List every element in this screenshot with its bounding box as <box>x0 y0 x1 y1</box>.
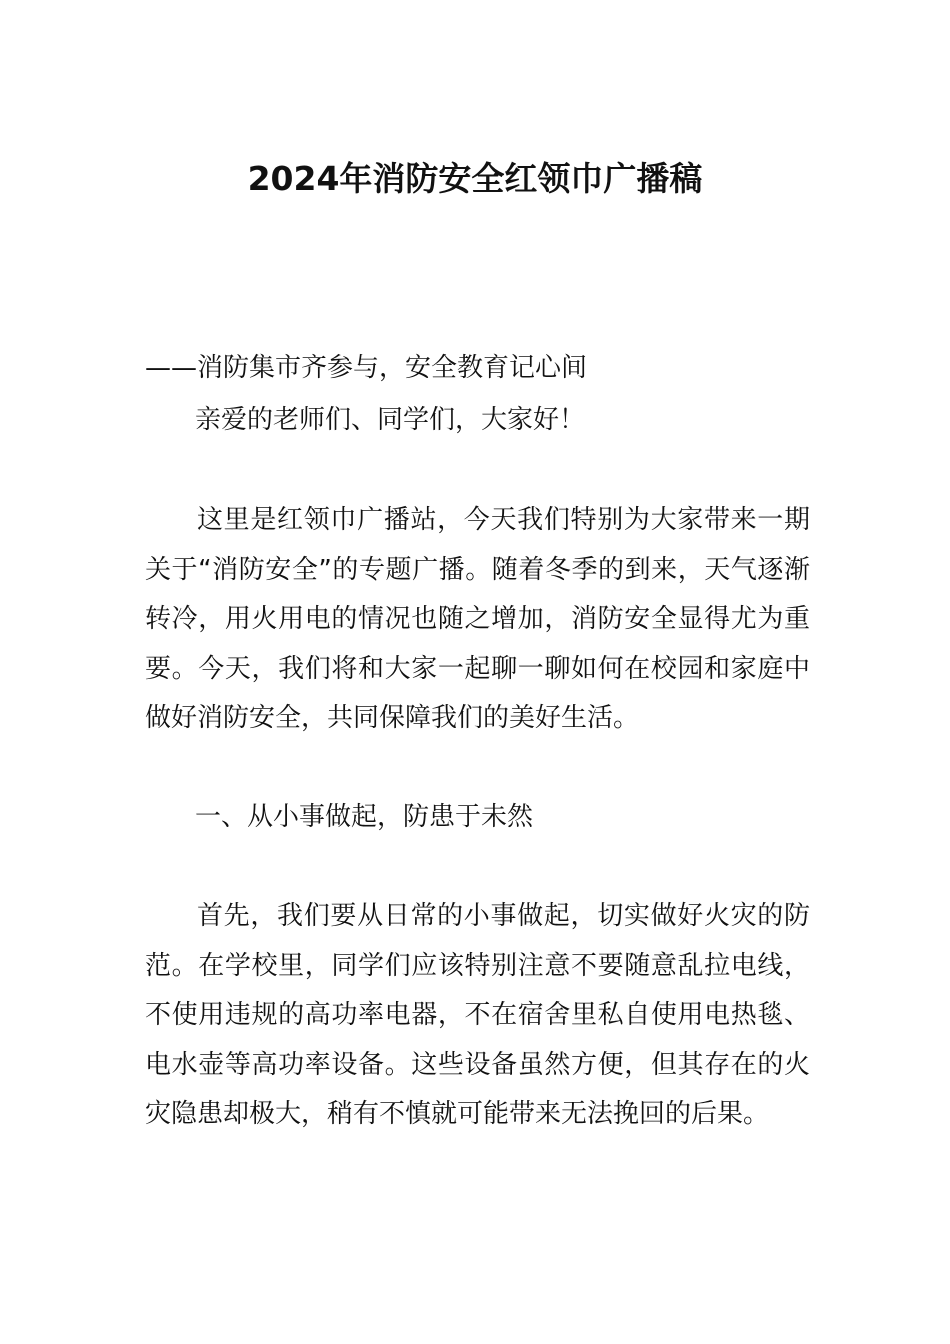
document-title: 2024年消防安全红领巾广播稿 <box>247 159 703 198</box>
greeting-line: 亲爱的老师们、同学们，大家好！ <box>195 405 586 435</box>
section-1-paragraph: 首先，我们要从日常的小事做起，切实做好火灾的防范。在学校里，同学们应该特别注意不要随意乱拉电线，不使用违规的高功率电器，不在宿舍里私自使用电热毯、电水壶等高功率设备。这些设备虽然方便，但其存在的火灾隐患却极大，稍有不慎就可能带来无法挽回的后果。 <box>145 901 810 1129</box>
intro-paragraph: 这里是红领巾广播站，今天我们特别为大家带来一期关于“消防安全”的专题广播。随着冬季的到来，天气逐渐转冷，用火用电的情况也随之增加，消防安全显得尤为重要。今天，我们将和大家一起聊一聊如何在校园和家庭中做好消防安全，共同保障我们的美好生活。 <box>145 505 810 733</box>
document-subtitle: ——消防集市齐参与，安全教育记心间 <box>145 353 588 383</box>
section-heading-1: 一、从小事做起，防患于未然 <box>195 802 534 832</box>
